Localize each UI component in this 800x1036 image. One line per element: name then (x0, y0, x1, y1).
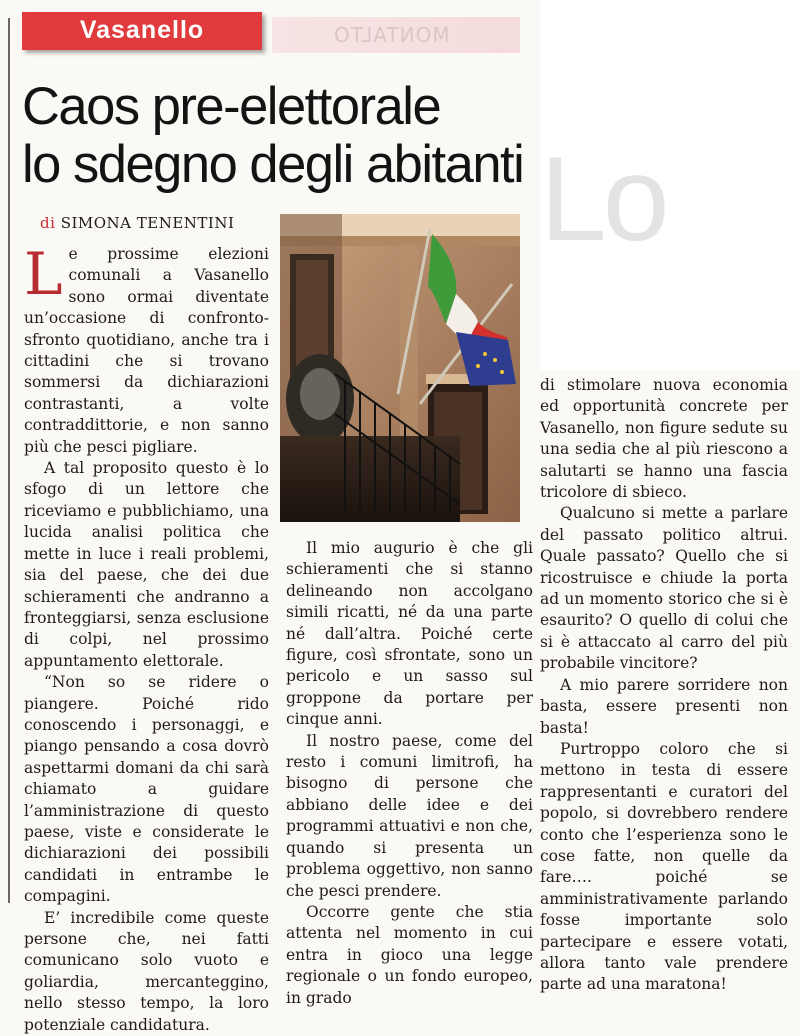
drop-cap: L (24, 240, 63, 308)
paragraph: Qualcuno si mette a parlare del passato politico altrui. Quale passato? Quello che si ricostruisce e chiude la porta ad un momento storico che si è esaurito? O quello di colui che si è attaccato al carro del più probabile vincitore? (540, 504, 788, 673)
section-tag-label: Vasanello (79, 16, 205, 44)
paragraph: Purtroppo coloro che si mettono in testa di essere rappresentanti e curatori del popolo, si dovrebbero rendere conto che l’esperienza sono le cose fatte, non quelle da fare…. poiché se amministrativamente parlando fosse importante solo partecipare e essere votati, allora tanto vale prendere parte ad una maratona! (540, 739, 788, 994)
headline-line-2: lo sdegno degli abitanti (22, 135, 524, 194)
paragraph: “Non so se ridere o piangere. Poiché rido conoscendo i personaggi, e piango pensando a cosa dovrò aspettarmi domani da chi sarà chiamato a guidare l’amministrazione di questo paese, viste e considerate le dichiarazioni dei possibili candidati in entrambe le compagini. (24, 673, 269, 906)
article-photo (280, 214, 520, 522)
byline-author: SIMONA TENENTINI (60, 214, 235, 232)
town-hall-facade-illustration (280, 214, 520, 522)
bleed-through-area (540, 0, 800, 370)
bleed-through-tag-label: MONTALTO (333, 23, 450, 47)
column-rule (8, 18, 10, 903)
bleed-through-tag (272, 17, 520, 53)
byline-prefix: di (40, 214, 56, 232)
article-column-1 (24, 240, 269, 1036)
paragraph: di stimolare nuova economia ed opportunità concrete per Vasanello, non figure sedute su una sedia che al più riescono a salutarti se hanno una fascia tricolore di sbieco. (540, 376, 788, 502)
paragraph: A mio parere sorridere non basta, essere presenti non basta! (540, 675, 788, 737)
ghost-text: Lo (540, 132, 666, 266)
byline (40, 214, 234, 232)
section-tag (22, 12, 262, 50)
paragraph: Occorre gente che stia attenta nel momento in cui entra in gioco una legge regionale o un fondo europeo, in grado (286, 902, 533, 1007)
paragraph: e prossime elezioni comunali a Vasanello sono ormai diventate un’occasione di confronto-sfronto quotidiano, anche tra i cittadini che si trovano sommersi da dichiarazioni contrastanti, a volte contraddittorie, e non sanno più che pesci pigliare. (24, 245, 269, 456)
paragraph: Il nostro paese, come del resto i comuni limitrofi, ha bisogno di persone che abbiano delle idee e dei programmi attuativi e non che, quando si presenta un problema oggettivo, non sanno che pesci prendere. (286, 731, 533, 900)
headline-line-1: Caos pre-elettorale (22, 77, 441, 136)
paragraph: A tal proposito questo è lo sfogo di un lettore che riceviamo e pubblichiamo, una lucida analisi politica che mette in luce i reali problemi, sia del paese, che dei due schieramenti che andranno a fronteggiarsi, senza esclusione di colpi, nel prossimo appuntamento elettorale. (24, 459, 269, 670)
article-column-2 (286, 538, 533, 1009)
article-column-3 (540, 375, 788, 996)
paragraph: E’ incredibile come queste persone che, nei fatti comunicano solo vuoto e goliardia, mercanteggino, nello stesso tempo, la loro potenziale candidatura. (24, 908, 269, 1034)
headline (22, 78, 542, 194)
paragraph: Il mio augurio è che gli schieramenti che si stanno delineando non accolgano simili ricatti, né da una parte né dall’altra. Poiché certe figure, così sfrontate, sono un pericolo e un sasso sul groppone da portare per cinque anni. (286, 539, 533, 729)
